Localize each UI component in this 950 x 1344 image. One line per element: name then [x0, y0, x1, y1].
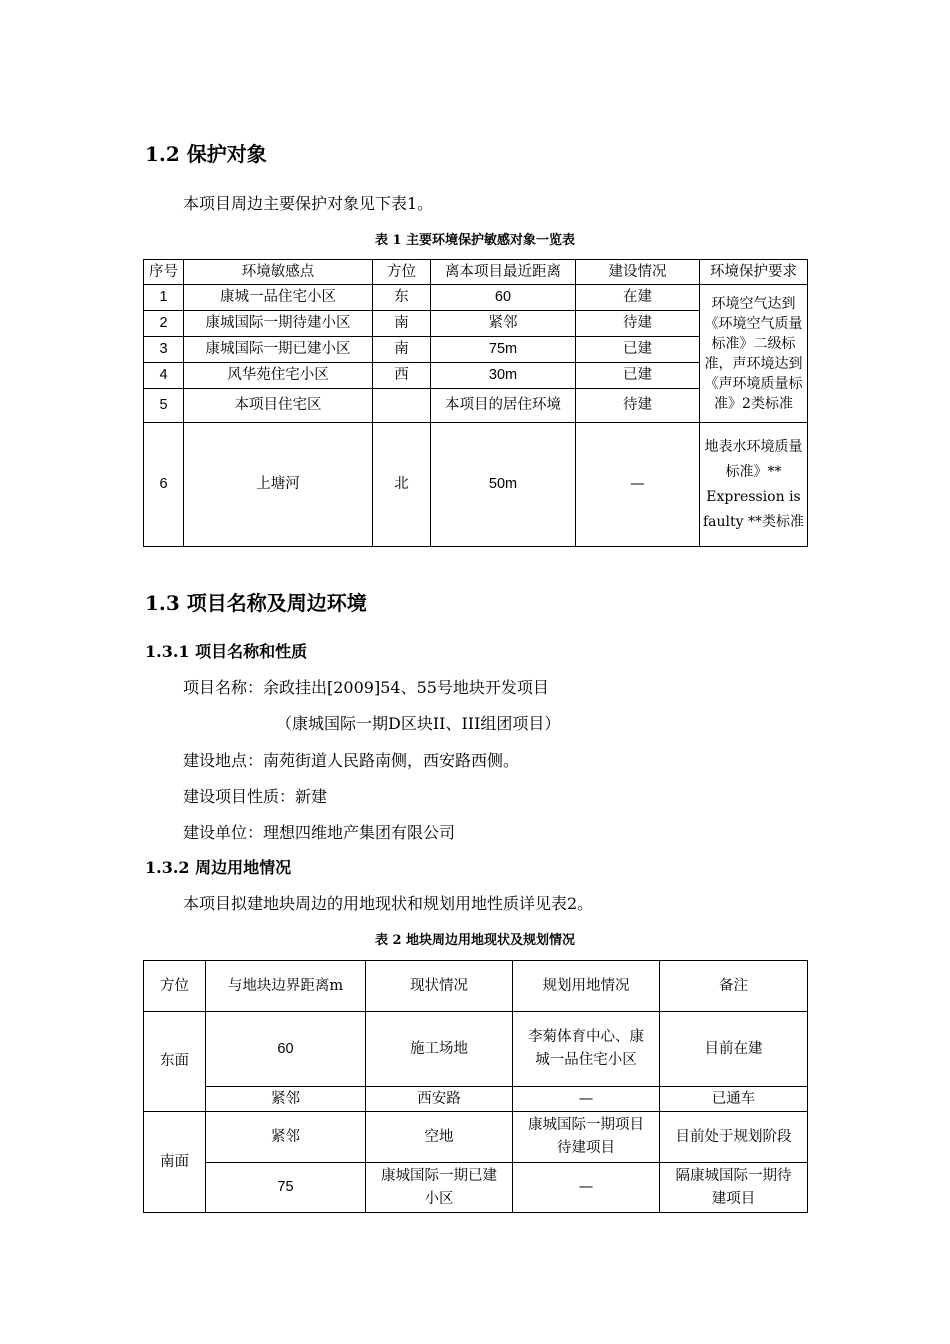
project-name-subline: （康城国际一期D区块II、III组团项目） — [276, 714, 561, 733]
row-number: 2 — [144, 311, 184, 337]
remark: 已通车 — [660, 1087, 808, 1112]
planned-land-use: 李菊体育中心、康城一品住宅小区 — [513, 1012, 660, 1087]
sensitive-point: 本项目住宅区 — [184, 389, 373, 423]
subsection-heading-1-3-1: 1.3.1 项目名称和性质 — [145, 642, 308, 661]
sensitive-point: 上塘河 — [184, 423, 373, 547]
distance: 本项目的居住环境 — [431, 389, 576, 423]
current-situation: 西安路 — [366, 1087, 513, 1112]
direction-south: 南面 — [144, 1112, 206, 1213]
boundary-distance: 75 — [206, 1163, 366, 1213]
protection-targets-table — [143, 259, 808, 547]
distance: 紧邻 — [431, 311, 576, 337]
table-row — [144, 423, 808, 547]
remark: 目前处于规划阶段 — [660, 1112, 808, 1163]
construction-status: — — [576, 423, 700, 547]
boundary-distance: 紧邻 — [206, 1087, 366, 1112]
project-location-line: 建设地点：南苑街道人民路南侧，西安路西侧。 — [183, 751, 520, 770]
direction: 南 — [373, 337, 431, 363]
construction-status: 已建 — [576, 363, 700, 389]
remark: 隔康城国际一期待建项目 — [660, 1163, 808, 1213]
distance: 75m — [431, 337, 576, 363]
surrounding-land-table — [143, 960, 808, 1213]
planned-land-use: 康城国际一期项目待建项目 — [513, 1112, 660, 1163]
distance: 50m — [431, 423, 576, 547]
row-number: 6 — [144, 423, 184, 547]
sensitive-point: 康城国际一期已建小区 — [184, 337, 373, 363]
direction: 西 — [373, 363, 431, 389]
construction-status: 待建 — [576, 311, 700, 337]
boundary-distance: 60 — [206, 1012, 366, 1087]
row-number: 4 — [144, 363, 184, 389]
remark: 目前在建 — [660, 1012, 808, 1087]
distance: 30m — [431, 363, 576, 389]
header-cell: 环境敏感点 — [184, 260, 373, 285]
table-row — [144, 1163, 808, 1213]
header-cell: 与地块边界距离m — [206, 961, 366, 1012]
project-unit-line: 建设单位：理想四维地产集团有限公司 — [183, 823, 456, 842]
header-cell: 备注 — [660, 961, 808, 1012]
section-heading-1-3: 1.3 项目名称及周边环境 — [145, 591, 367, 615]
direction-east: 东面 — [144, 1012, 206, 1112]
planned-land-use: — — [513, 1163, 660, 1213]
section-heading-1-2: 1.2 保护对象 — [145, 142, 267, 166]
water-requirement: 地表水环境质量标准》** Expression is faulty **类标准 — [700, 423, 808, 547]
project-nature-line: 建设项目性质：新建 — [183, 787, 328, 806]
construction-status: 已建 — [576, 337, 700, 363]
table-row — [144, 1012, 808, 1087]
header-cell: 建设情况 — [576, 260, 700, 285]
table-row — [144, 1087, 808, 1112]
sensitive-point: 康城国际一期待建小区 — [184, 311, 373, 337]
table-header-row — [144, 260, 808, 285]
construction-status: 在建 — [576, 285, 700, 311]
table-row — [144, 285, 808, 311]
header-cell: 现状情况 — [366, 961, 513, 1012]
current-situation: 施工场地 — [366, 1012, 513, 1087]
header-cell: 方位 — [144, 961, 206, 1012]
row-number: 3 — [144, 337, 184, 363]
planned-land-use: — — [513, 1087, 660, 1112]
table-header-row — [144, 961, 808, 1012]
current-situation: 空地 — [366, 1112, 513, 1163]
distance: 60 — [431, 285, 576, 311]
direction: 东 — [373, 285, 431, 311]
subsection-heading-1-3-2: 1.3.2 周边用地情况 — [145, 858, 292, 877]
header-cell: 方位 — [373, 260, 431, 285]
project-name-line: 项目名称：余政挂出[2009]54、55号地块开发项目 — [183, 678, 549, 697]
direction: 南 — [373, 311, 431, 337]
direction: 北 — [373, 423, 431, 547]
intro-paragraph: 本项目周边主要保护对象见下表1。 — [183, 194, 434, 213]
direction — [373, 389, 431, 423]
row-number: 5 — [144, 389, 184, 423]
header-cell: 规划用地情况 — [513, 961, 660, 1012]
boundary-distance: 紧邻 — [206, 1112, 366, 1163]
table-row — [144, 1112, 808, 1163]
sensitive-point: 康城一品住宅小区 — [184, 285, 373, 311]
table-1-caption: 表 1 主要环境保护敏感对象一览表 — [374, 233, 576, 248]
header-cell: 环境保护要求 — [700, 260, 808, 285]
header-cell: 离本项目最近距离 — [431, 260, 576, 285]
construction-status: 待建 — [576, 389, 700, 423]
row-number: 1 — [144, 285, 184, 311]
current-situation: 康城国际一期已建小区 — [366, 1163, 513, 1213]
header-cell: 序号 — [144, 260, 184, 285]
sensitive-point: 风华苑住宅小区 — [184, 363, 373, 389]
air-noise-requirement: 环境空气达到《环境空气质量标准》二级标准，声环境达到《声环境质量标准》2类标准 — [700, 285, 808, 423]
surroundings-intro: 本项目拟建地块周边的用地现状和规划用地性质详见表2。 — [183, 894, 594, 913]
table-2-caption: 表 2 地块周边用地现状及规划情况 — [374, 933, 576, 948]
